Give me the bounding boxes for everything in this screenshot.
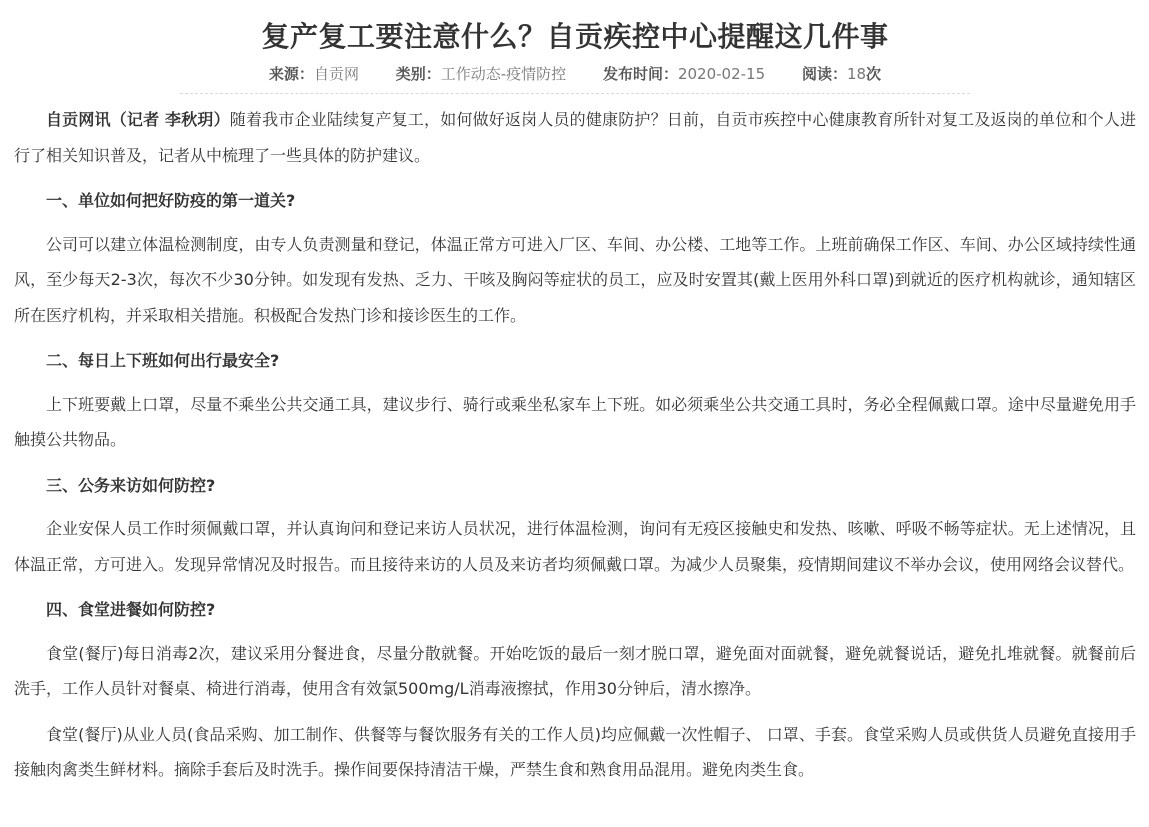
section-heading: 四、食堂进餐如何防控? [46, 600, 216, 619]
lead-byline: 自贡网讯（记者 李秋玥） [46, 110, 230, 129]
article-body [14, 102, 1136, 788]
meta-reads-unit: 次 [866, 65, 882, 83]
section-heading: 一、单位如何把好防疫的第一道关? [46, 191, 296, 210]
meta-reads-label: 阅读： [801, 65, 847, 83]
section-heading: 三、公务来访如何防控? [46, 475, 216, 495]
meta-date [603, 62, 765, 86]
meta-source-value: 自贡网 [313, 65, 359, 83]
meta-reads [802, 62, 881, 86]
section-paragraph: 食堂(餐厅)每日消毒2次，建议采用分餐进食，尽量分散就餐。开始吃饭的最后一刻才脱口罩，避免面对面就餐，避免就餐说话，避免扎堆就餐。就餐前后洗手，工作人员针对餐桌、椅进行消毒，使用含有效氯500mg/L消毒液擦拭，作用30分钟后，清水擦净。 [14, 643, 1136, 698]
section-paragraph: 上下班要戴上口罩，尽量不乘坐公共交通工具，建议步行、骑行或乘坐私家车上下班。如必须乘坐公共交通工具时，务必全程佩戴口罩。途中尽量避免用手触摸公共物品。 [14, 394, 1136, 449]
section-paragraph: 食堂(餐厅)从业人员(食品采购、加工制作、供餐等与餐饮服务有关的工作人员)均应佩戴一次性帽子、 口罩、手套。食堂采购人员或供货人员避免直接用手接触肉禽类生鲜材料。摘除手套后及时洗手。操作间要保持清洁干燥，严禁生食和熟食用品混用。避免肉类生食。 [14, 724, 1136, 779]
section-heading: 二、每日上下班如何出行最安全? [46, 351, 280, 370]
title-divider [180, 93, 970, 94]
article-meta [14, 62, 1136, 86]
meta-date-label: 发布时间： [602, 65, 678, 83]
section-paragraph: 企业安保人员工作时须佩戴口罩，并认真询问和登记来访人员状况，进行体温检测，询问有无疫区接触史和发热、咳嗽、呼吸不畅等症状。无上述情况，且体温正常，方可进入。发现异常情况及时报告。而且接待来访的人员及来访者均须佩戴口罩。为减少人员聚集，疫情期间建议不举办会议，使用网络会议替代。 [14, 519, 1136, 574]
meta-date-value: 2020-02-15 [677, 65, 766, 83]
meta-category [396, 62, 566, 86]
meta-source [269, 62, 359, 86]
lead-text: 随着我市企业陆续复产复工，如何做好返岗人员的健康防护？日前，自贡市疾控中心健康教育所针对复工及返岗的单位和个人进行了相关知识普及，记者从中梳理了一些具体的防护建议。 [14, 110, 1136, 165]
lead-paragraph [14, 102, 1136, 173]
meta-category-value: 工作动态-疫情防控 [440, 65, 567, 83]
meta-reads-value: 18 [846, 65, 867, 83]
meta-category-label: 类别： [395, 65, 441, 83]
article-title: 复产复工要注意什么？自贡疾控中心提醒这几件事 [261, 20, 889, 53]
section-paragraph: 公司可以建立体温检测制度，由专人负责测量和登记，体温正常方可进入厂区、车间、办公楼、工地等工作。上班前确保工作区、车间、办公区域持续性通风，至少每天2-3次，每次不少30分钟。如发现有发热、乏力、干咳及胸闷等症状的员工，应及时安置其(戴上医用外科口罩)到就近的医疗机构就诊，通知辖区所在医疗机构，并采取相关措施。积极配合发热门诊和接诊医生的工作。 [14, 234, 1136, 325]
meta-source-label: 来源： [268, 65, 314, 83]
